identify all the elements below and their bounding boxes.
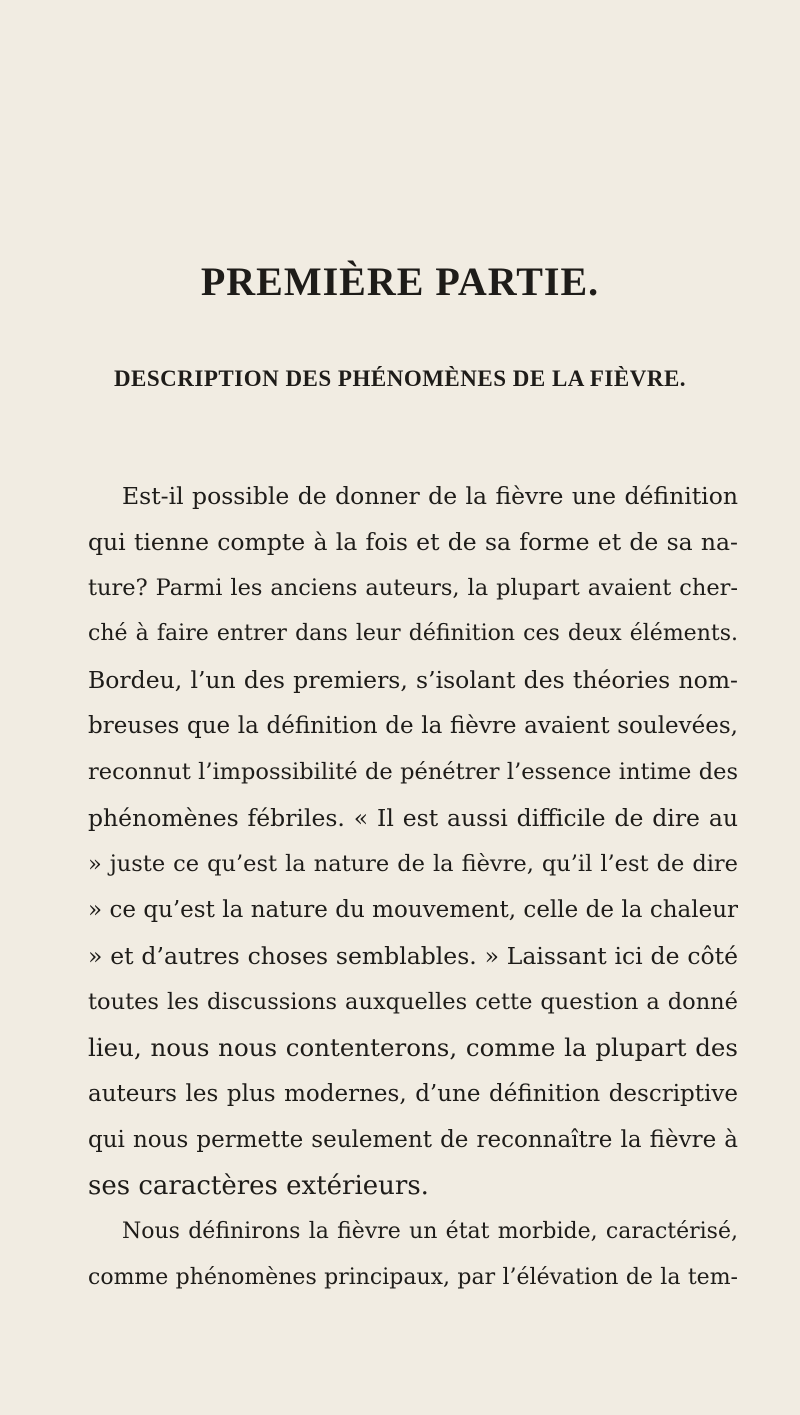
- text-line: lieu, nous nous contenterons, comme la plupart des: [88, 1033, 738, 1062]
- text-line: ses caractères extérieurs.: [88, 1171, 429, 1201]
- text-line: » ce qu’est la nature du mouvement, celle de la chaleur: [88, 897, 738, 923]
- text-line: breuses que la définition de la fièvre avaient soulevées,: [88, 713, 738, 739]
- section-title: DESCRIPTION DES PHÉNOMÈNES DE LA FIÈVRE.: [113, 366, 687, 391]
- text-line: Bordeu, l’un des premiers, s’isolant des théories nom-: [88, 666, 738, 694]
- text-line: phénomènes fébriles. « Il est aussi difficile de dire au: [88, 804, 738, 832]
- text-line: » juste ce qu’est la nature de la fièvre, qu’il l’est de dire: [88, 851, 738, 877]
- text-line: auteurs les plus modernes, d’une définition descriptive: [88, 1081, 738, 1107]
- text-line: reconnut l’impossibilité de pénétrer l’essence intime des: [88, 759, 738, 785]
- text-line: ché à faire entrer dans leur définition ces deux éléments.: [88, 621, 738, 646]
- text-line: » et d’autres choses semblables. » Laissant ici de côté: [88, 942, 738, 970]
- text-line: qui nous permette seulement de reconnaître la fièvre à: [88, 1127, 738, 1153]
- text-line: ture? Parmi les anciens auteurs, la plupart avaient cher-: [88, 575, 738, 601]
- text-line: toutes les discussions auxquelles cette question a donné: [88, 989, 738, 1015]
- text-line: comme phénomènes principaux, par l’élévation de la tem-: [88, 1265, 738, 1290]
- text-line: Est-il possible de donner de la fièvre une définition: [122, 482, 738, 510]
- text-line: Nous définirons la fièvre un état morbide, caractérisé,: [122, 1219, 738, 1244]
- part-title: PREMIÈRE PARTIE.: [200, 259, 600, 304]
- text-line: qui tienne compte à la fois et de sa forme et de sa na-: [88, 528, 738, 556]
